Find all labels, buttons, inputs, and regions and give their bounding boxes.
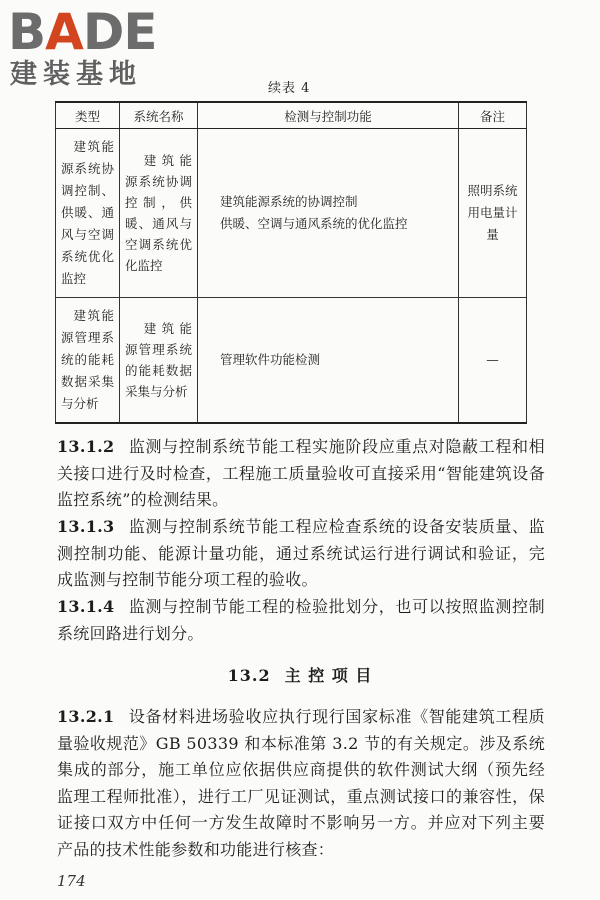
cell-type: 建筑能源系统协调控制、供暖、通风与空调系统优化监控 [56,129,120,298]
logo-wordmark: BADE [8,3,157,61]
cell-note: — [459,298,527,424]
clause-text: 监测与控制系统节能工程实施阶段应重点对隐蔽工程和相关接口进行及时检查，工程施工质量验收可直接采用“智能建筑设备监控系统”的检测结果。 [57,437,545,509]
clause-13-1-2 [57,434,545,514]
clause-number: 13.1.3 [57,517,115,536]
cell-system-name: 建筑能源管理系统的能耗数据采集与分析 [120,298,198,424]
clause-text: 监测与控制节能工程的检验批划分，也可以按照监测控制系统回路进行划分。 [57,597,545,643]
clause-13-1-4 [57,594,545,647]
header-function: 检测与控制功能 [198,102,459,129]
bade-watermark-logo [8,4,178,94]
table-row [56,298,527,424]
clause-text: 监测与控制系统节能工程应检查系统的设备安装质量、监测控制功能、能源计量功能，通过系统试运行进行调试和验证，完成监测与控制节能分项工程的验收。 [57,517,545,589]
function-line: 建筑能源系统的协调控制 [220,194,358,209]
clause-number: 13.1.4 [57,597,115,616]
section-heading [0,663,600,686]
table-caption: 续表 4 [268,81,311,96]
table-row [56,129,527,298]
clause-13-1-3 [57,514,545,594]
page-number: 174 [57,872,86,890]
function-line: 管理软件功能检测 [220,352,321,367]
cell-note: 照明系统用电量计量 [459,129,527,298]
header-system-name: 系统名称 [120,102,198,129]
clause-number: 13.1.2 [57,437,115,456]
continued-table [55,101,527,424]
clause-text: 设备材料进场验收应执行现行国家标准《智能建筑工程质量验收规范》GB 50339 和本标准第 3.2 节的有关规定。涉及系统集成的部分，施工单位应依据供应商提供的软件测试大纲（预先经监理工程师批准），进行工厂见证测试，重点测试接口的兼容性，保证接口双方中任何一方发生故障时不影响另一方。并应对下列主要产品的技术性能参数和功能进行核查： [57,707,545,859]
clause-number: 13.2.1 [57,707,115,726]
section-number: 13.2 [227,666,271,685]
cell-function [198,129,459,298]
cell-type: 建筑能源管理系统的能耗数据采集与分析 [56,298,120,424]
cell-function [198,298,459,424]
table-header-row [56,102,527,129]
clause-13-2-1 [57,704,545,863]
cell-system-name: 建筑能源系统协调控制，供暖、通风与空调系统优化监控 [120,129,198,298]
header-type: 类型 [56,102,120,129]
header-note: 备注 [459,102,527,129]
section-title-text: 主 控 项 目 [284,666,373,685]
function-line: 供暖、空调与通风系统的优化监控 [220,216,408,231]
logo-subtitle: 建装基地 [10,59,142,90]
